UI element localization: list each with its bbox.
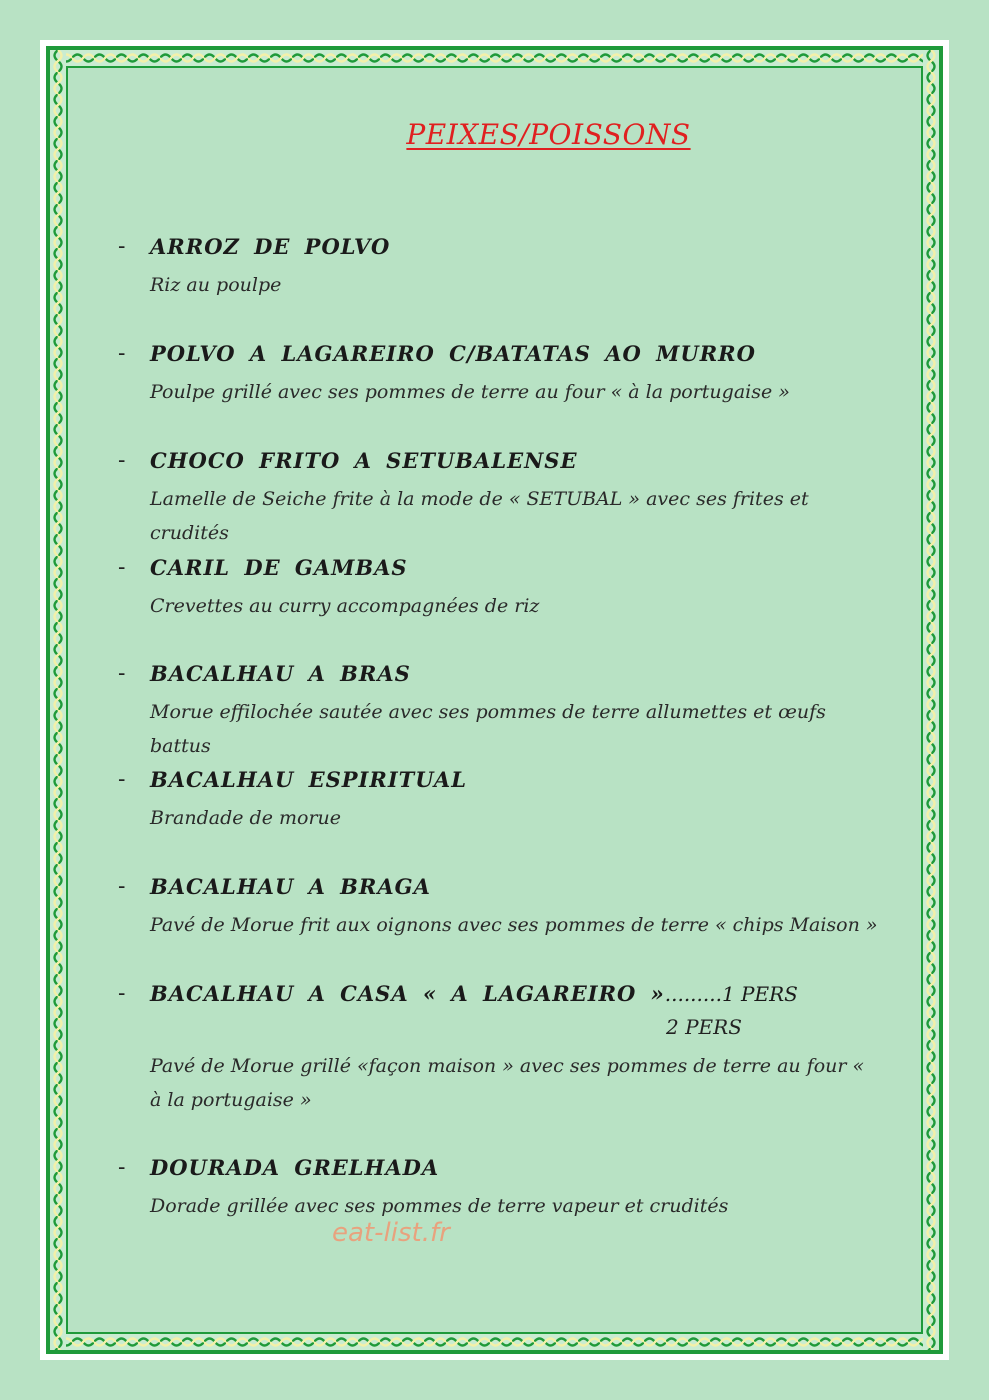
dish-description: Crevettes au curry accompagnées de riz (150, 595, 540, 617)
bullet-dash: - (118, 555, 126, 580)
price-dots-1-pers: .........1 PERS (664, 982, 798, 1006)
bullet-dash: - (118, 767, 126, 792)
bullet-dash: - (118, 341, 126, 366)
dish-name-text: BACALHAU A CASA « A LAGAREIRO » (150, 981, 665, 1006)
bullet-dash: - (118, 1155, 126, 1180)
dish-description: Brandade de morue (150, 807, 342, 829)
wave-border-bottom (50, 1334, 939, 1350)
bullet-dash: - (118, 981, 126, 1006)
watermark: eat-list.fr (332, 1218, 450, 1248)
dish-name: BACALHAU A BRAGA (150, 874, 431, 899)
dish-description: Morue effilochée sautée avec ses pommes de terre allumettes et œufs battus (150, 701, 826, 757)
dish-name: BACALHAU A BRAS (150, 661, 411, 686)
dish-name (150, 981, 798, 1006)
wave-border-top (50, 50, 939, 66)
bullet-dash: - (118, 234, 126, 259)
dish-description: Pavé de Morue grillé «façon maison » avec ses pommes de terre au four « à la portugaise » (150, 1055, 865, 1111)
bullet-dash: - (118, 874, 126, 899)
bullet-dash: - (118, 448, 126, 473)
dish-name: DOURADA GRELHADA (150, 1155, 440, 1180)
wave-border-left (50, 50, 66, 1350)
dish-description: Lamelle de Seiche frite à la mode de « SETUBAL » avec ses frites et crudités (150, 488, 809, 544)
dish-name: BACALHAU ESPIRITUAL (150, 767, 467, 792)
wave-border-right (923, 50, 939, 1350)
dish-name: POLVO A LAGAREIRO C/BATATAS AO MURRO (150, 341, 756, 366)
dish-name: CHOCO FRITO A SETUBALENSE (150, 448, 578, 473)
dish-description: Dorade grillée avec ses pommes de terre vapeur et crudités (150, 1195, 729, 1217)
dish-name: ARROZ DE POLVO (150, 234, 391, 259)
bullet-dash: - (118, 661, 126, 686)
dish-description: Riz au poulpe (150, 274, 282, 296)
dish-name: CARIL DE GAMBAS (150, 555, 408, 580)
dish-description: Poulpe grillé avec ses pommes de terre au four « à la portugaise » (150, 381, 790, 403)
page-title: PEIXES/POISSONS (406, 118, 691, 151)
dish-description: Pavé de Morue frit aux oignons avec ses pommes de terre « chips Maison » (150, 914, 878, 936)
price-2-pers: 2 PERS (666, 1015, 742, 1039)
